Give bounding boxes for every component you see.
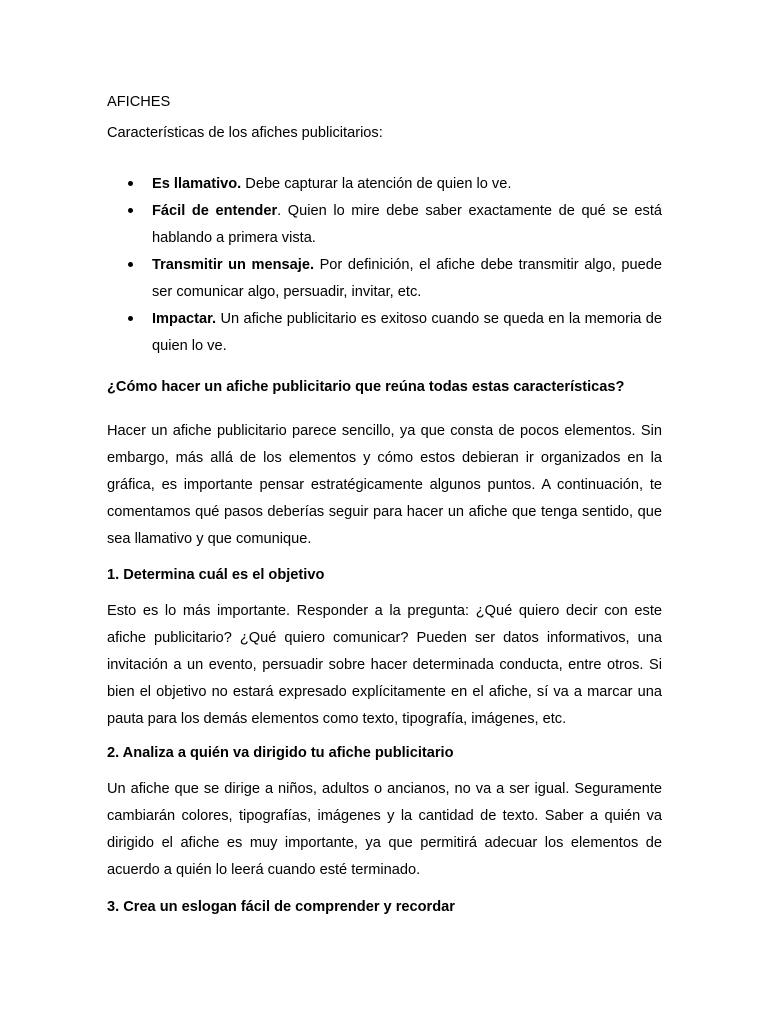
feature-term: Transmitir un mensaje. [152,257,314,273]
list-item [107,252,662,306]
intro-text: Características de los afiches publicitarios: [107,125,383,141]
feature-term: Impactar. [152,311,217,327]
main-question-heading: ¿Cómo hacer un afiche publicitario que reúna todas estas características? [107,379,625,395]
step-3-heading: 3. Crea un eslogan fácil de comprender y recordar [107,899,455,915]
list-item [107,306,662,360]
bullet-icon [128,181,133,186]
feature-description: Un afiche publicitario es exitoso cuando se queda en la memoria de quien lo ve. [152,311,662,354]
bullet-icon [128,262,133,267]
list-item [107,171,662,198]
feature-description: Por definición, el afiche debe transmitir algo, puede ser comunicar algo, persuadir, invitar, etc. [152,257,662,300]
features-list [107,171,662,360]
step-1-paragraph: Esto es lo más importante. Responder a la pregunta: ¿Qué quiero decir con este afiche publicitario? ¿Qué quiero comunicar? Pueden ser datos informativos, una invitación a un evento, persuadir sobre hacer determinada conducta, entre otros. Si bien el objetivo no estará expresado explícitamente en el afiche, sí va a marcar una pauta para los demás elementos como texto, tipografía, imágenes, etc. [107,603,662,727]
document-page [107,0,662,1024]
bullet-icon [128,208,133,213]
list-item [107,198,662,252]
document-title: AFICHES [107,94,171,110]
feature-description: . Quien lo mire debe saber exactamente de qué se está hablando a primera vista. [152,203,662,246]
step-2-paragraph: Un afiche que se dirige a niños, adultos o ancianos, no va a ser igual. Seguramente cambiarán colores, tipografías, imágenes y la cantidad de texto. Saber a quién va dirigido el afiche es muy importante, ya que permitirá adecuar los elementos de acuerdo a quién lo leerá cuando esté terminado. [107,781,662,878]
step-2-heading: 2. Analiza a quién va dirigido tu afiche publicitario [107,745,454,761]
paragraph: Hacer un afiche publicitario parece sencillo, ya que consta de pocos elementos. Sin embargo, más allá de los elementos y cómo estos debieran ir organizados en la gráfica, es importante pensar estratégicamente algunos puntos. A continuación, te comentamos qué pasos deberías seguir para hacer un afiche que tenga sentido, que sea llamativo y que comunique. [107,423,662,547]
step-1-heading: 1. Determina cuál es el objetivo [107,567,325,583]
feature-term: Es llamativo. [152,176,242,192]
bullet-icon [128,316,133,321]
feature-description: Debe capturar la atención de quien lo ve. [241,176,512,192]
feature-term: Fácil de entender [152,203,278,219]
